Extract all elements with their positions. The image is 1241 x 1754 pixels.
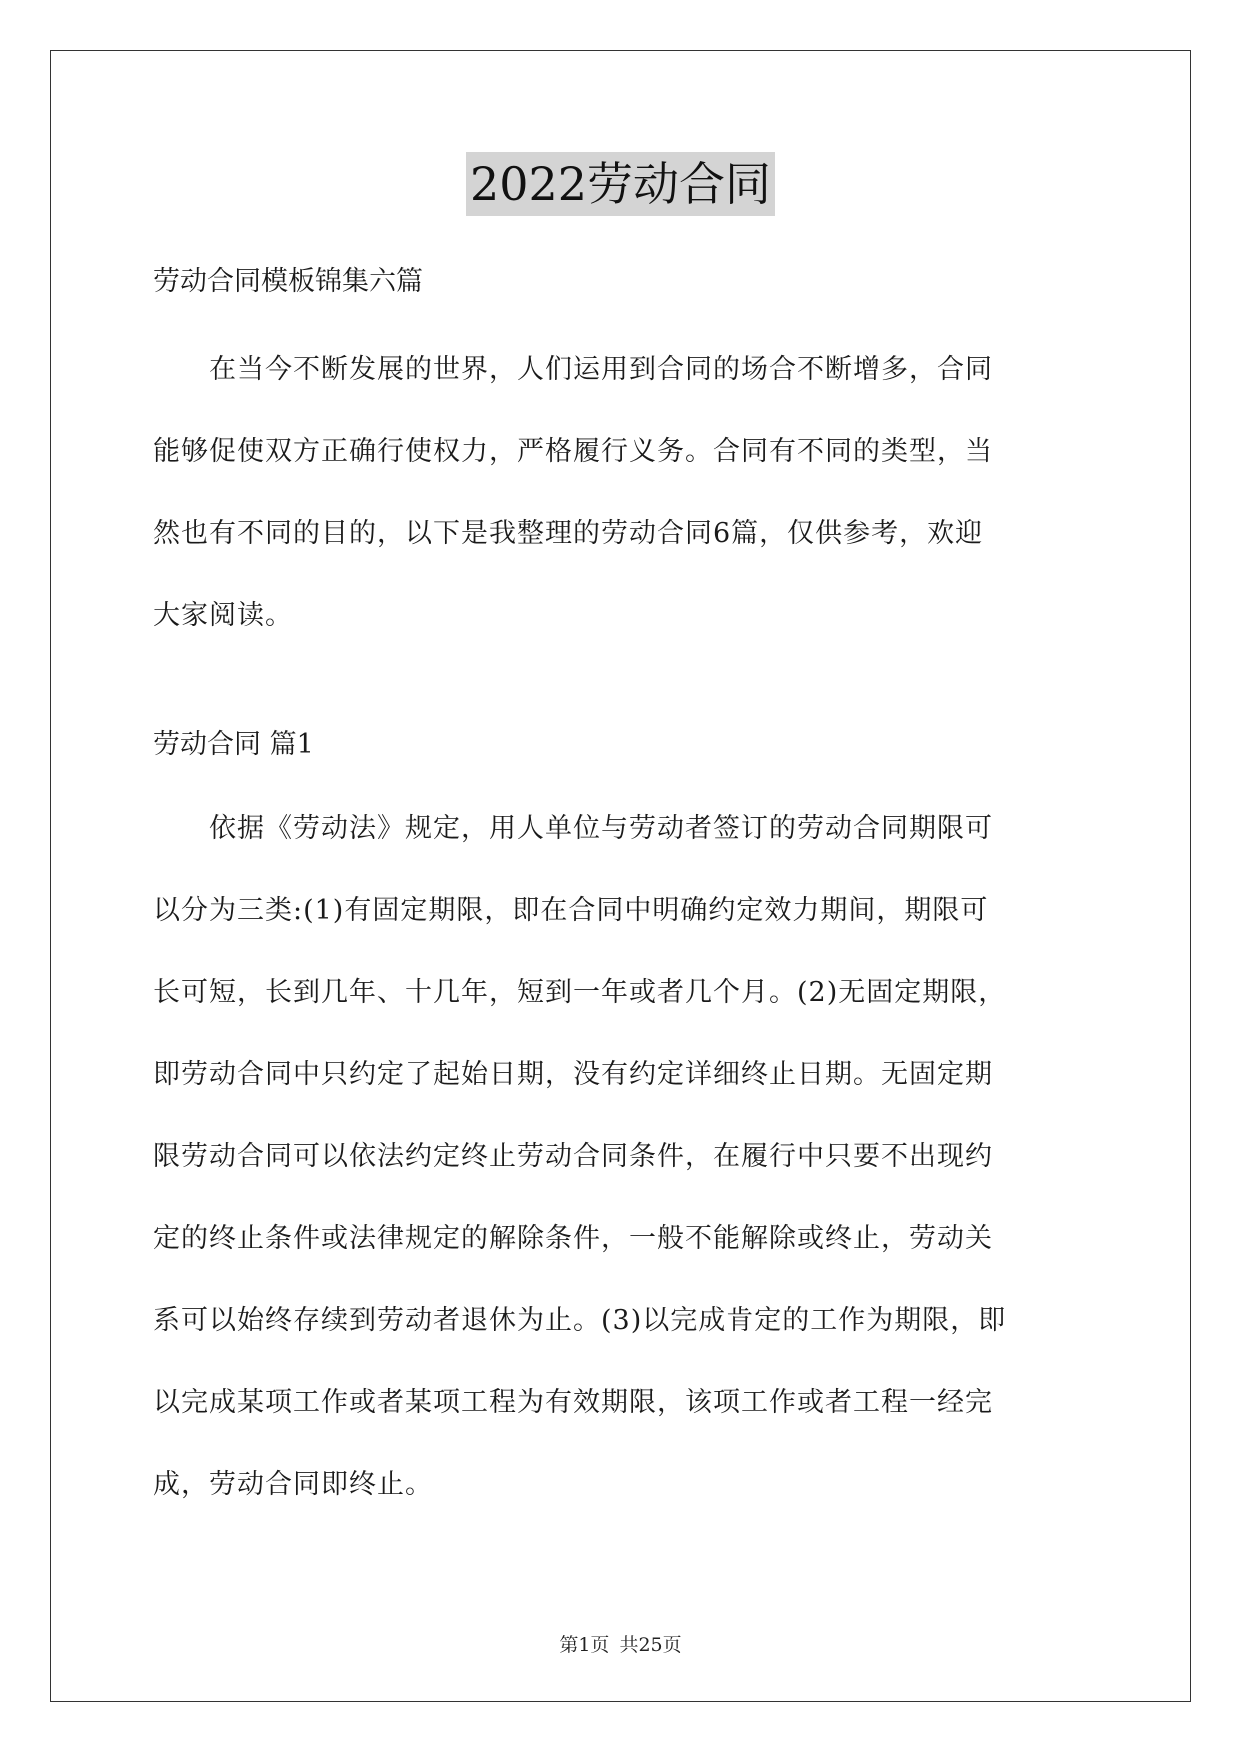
section-1-line: 定的终止条件或法律规定的解除条件，一般不能解除或终止，劳动关 xyxy=(153,1223,993,1254)
document-title: 2022劳动合同 xyxy=(466,152,775,216)
intro-line: 在当今不断发展的世界，人们运用到合同的场合不断增多，合同 xyxy=(153,354,993,385)
section-1-line: 成，劳动合同即终止。 xyxy=(153,1469,433,1500)
page-footer xyxy=(0,1630,1241,1657)
section-1-line: 系可以始终存续到劳动者退休为止。(3)以完成肯定的工作为期限，即 xyxy=(153,1305,1007,1336)
intro-line: 然也有不同的目的，以下是我整理的劳动合同6篇，仅供参考，欢迎 xyxy=(153,518,984,549)
intro-paragraph xyxy=(153,329,1093,657)
section-1-paragraph xyxy=(153,788,1093,1526)
section-1-line: 以分为三类:(1)有固定期限，即在合同中明确约定效力期间，期限可 xyxy=(153,895,989,926)
intro-line: 大家阅读。 xyxy=(153,600,293,631)
section-1-heading: 劳动合同 篇1 xyxy=(153,729,314,760)
section-1-line: 限劳动合同可以依法约定终止劳动合同条件，在履行中只要不出现约 xyxy=(153,1141,993,1172)
title-container xyxy=(0,152,1241,216)
document-subtitle: 劳动合同模板锦集六篇 xyxy=(153,266,423,297)
page-number: 第1页 xyxy=(559,1634,610,1656)
page-total: 共25页 xyxy=(619,1634,682,1656)
section-1-line: 即劳动合同中只约定了起始日期，没有约定详细终止日期。无固定期 xyxy=(153,1059,993,1090)
intro-line: 能够促使双方正确行使权力，严格履行义务。合同有不同的类型，当 xyxy=(153,436,993,467)
section-1-line: 依据《劳动法》规定，用人单位与劳动者签订的劳动合同期限可 xyxy=(153,813,993,844)
section-1-line: 长可短，长到几年、十几年，短到一年或者几个月。(2)无固定期限， xyxy=(153,977,1007,1008)
document-body xyxy=(153,230,1093,1526)
section-1-line: 以完成某项工作或者某项工程为有效期限，该项工作或者工程一经完 xyxy=(153,1387,993,1418)
